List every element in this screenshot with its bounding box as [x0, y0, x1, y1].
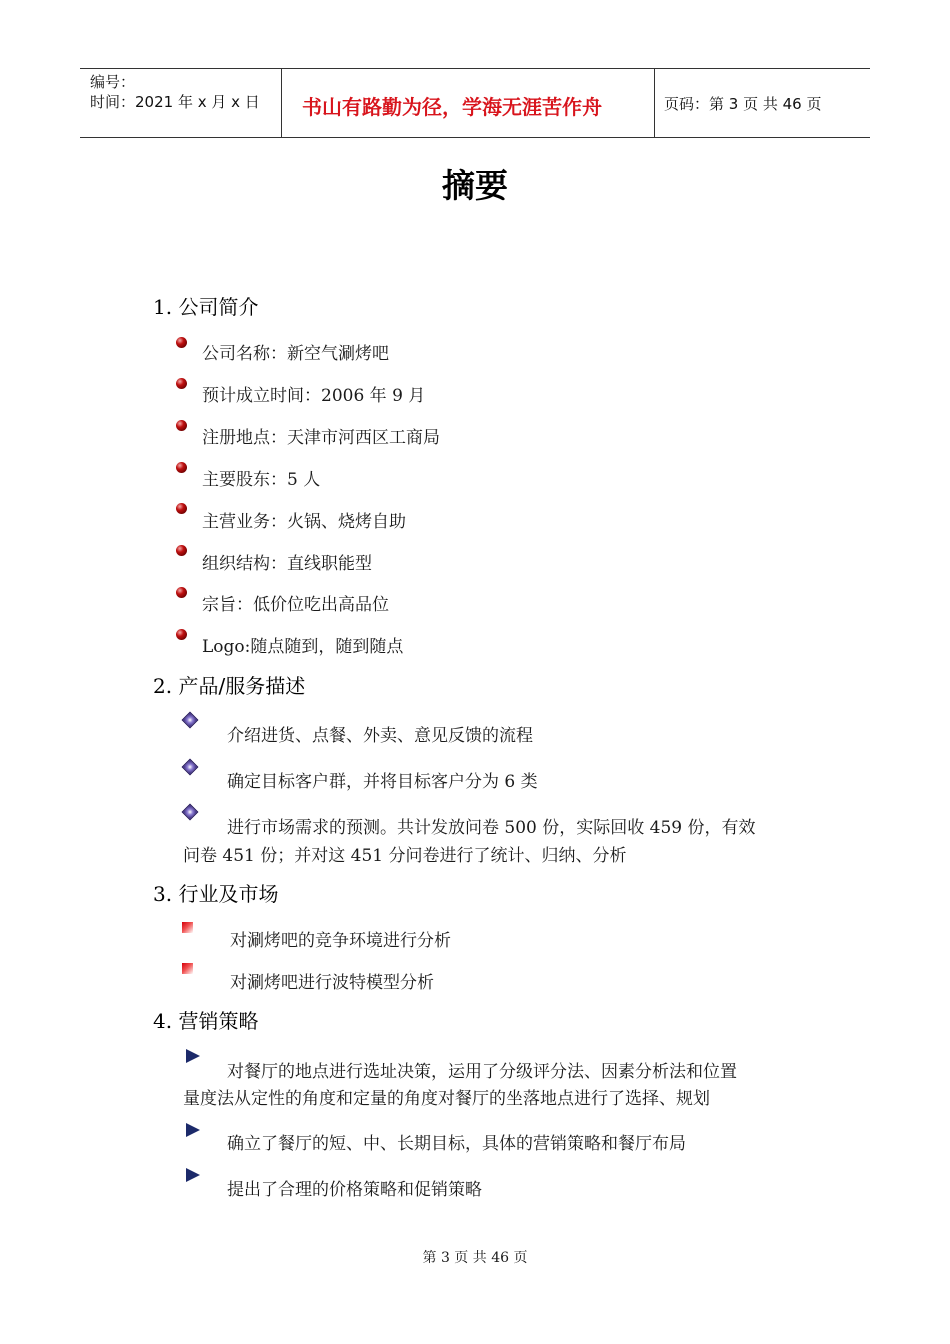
list-item: 介绍进货、点餐、外卖、意见反馈的流程 [227, 726, 533, 746]
red-ball-bullet-icon [176, 420, 187, 431]
section-heading-4 [153, 1005, 258, 1034]
purple-diamond-bullet-icon [182, 759, 199, 776]
list-item: 对涮烤吧的竞争环境进行分析 [230, 931, 451, 951]
navy-triangle-bullet-icon [186, 1049, 200, 1063]
document-time-label: 时间：2021 年 x 月 x 日 [90, 93, 260, 111]
section-number: 1. [153, 295, 173, 319]
list-item: 预计成立时间：2006 年 9 月 [202, 386, 426, 406]
navy-triangle-bullet-icon [186, 1168, 200, 1182]
list-item: 确定目标客户群，并将目标客户分为 6 类 [227, 772, 538, 792]
list-item: 对涮烤吧进行波特模型分析 [230, 973, 434, 993]
list-item: 主营业务：火锅、烧烤自助 [202, 512, 406, 532]
section-heading-1 [153, 291, 258, 320]
list-item: 提出了合理的价格策略和促销策略 [227, 1180, 482, 1200]
red-square-bullet-icon [182, 963, 193, 974]
section-number: 4. [153, 1009, 173, 1033]
header-motto-cell [282, 69, 655, 137]
section-title: 营销策略 [178, 1009, 259, 1033]
red-ball-bullet-icon [176, 337, 187, 348]
red-ball-bullet-icon [176, 503, 187, 514]
list-item: Logo:随点随到，随到随点 [202, 637, 404, 657]
list-item: 注册地点：天津市河西区工商局 [202, 428, 440, 448]
section-title: 产品/服务描述 [178, 674, 306, 698]
list-item-line-2: 问卷 451 份；并对这 451 分问卷进行了统计、归纳、分析 [183, 846, 627, 866]
list-item-line-1: 进行市场需求的预测。共计发放问卷 500 份，实际回收 459 份，有效 [227, 818, 756, 838]
red-ball-bullet-icon [176, 462, 187, 473]
red-ball-bullet-icon [176, 378, 187, 389]
header-motto: 书山有路勤为径，学海无涯苦作舟 [302, 95, 602, 119]
header-meta-cell [80, 69, 282, 137]
page-header [80, 68, 870, 138]
page-title: 摘要 [442, 166, 508, 205]
list-item: 确立了餐厅的短、中、长期目标，具体的营销策略和餐厅布局 [227, 1134, 686, 1154]
section-heading-3 [153, 878, 278, 907]
list-item-line-2: 量度法从定性的角度和定量的角度对餐厅的坐落地点进行了选择、规划 [183, 1089, 710, 1109]
section-number: 2. [153, 674, 173, 698]
list-item: 组织结构：直线职能型 [202, 554, 372, 574]
document-code-label: 编号： [90, 73, 136, 91]
list-item: 公司名称：新空气涮烤吧 [202, 344, 389, 364]
section-title: 公司简介 [178, 295, 259, 319]
purple-diamond-bullet-icon [182, 804, 199, 821]
red-ball-bullet-icon [176, 545, 187, 556]
red-ball-bullet-icon [176, 587, 187, 598]
list-item: 主要股东：5 人 [202, 470, 321, 490]
list-item: 宗旨：低价位吃出高品位 [202, 595, 389, 615]
header-page-cell [655, 69, 870, 137]
red-square-bullet-icon [182, 922, 193, 933]
red-ball-bullet-icon [176, 629, 187, 640]
navy-triangle-bullet-icon [186, 1123, 200, 1137]
list-item-line-1: 对餐厅的地点进行选址决策，运用了分级评分法、因素分析法和位置 [227, 1062, 737, 1082]
page-footer: 第 3 页 共 46 页 [422, 1250, 528, 1266]
section-title: 行业及市场 [178, 882, 279, 906]
section-number: 3. [153, 882, 173, 906]
header-page-info: 页码：第 3 页 共 46 页 [664, 95, 822, 113]
purple-diamond-bullet-icon [182, 712, 199, 729]
section-heading-2 [153, 670, 305, 699]
